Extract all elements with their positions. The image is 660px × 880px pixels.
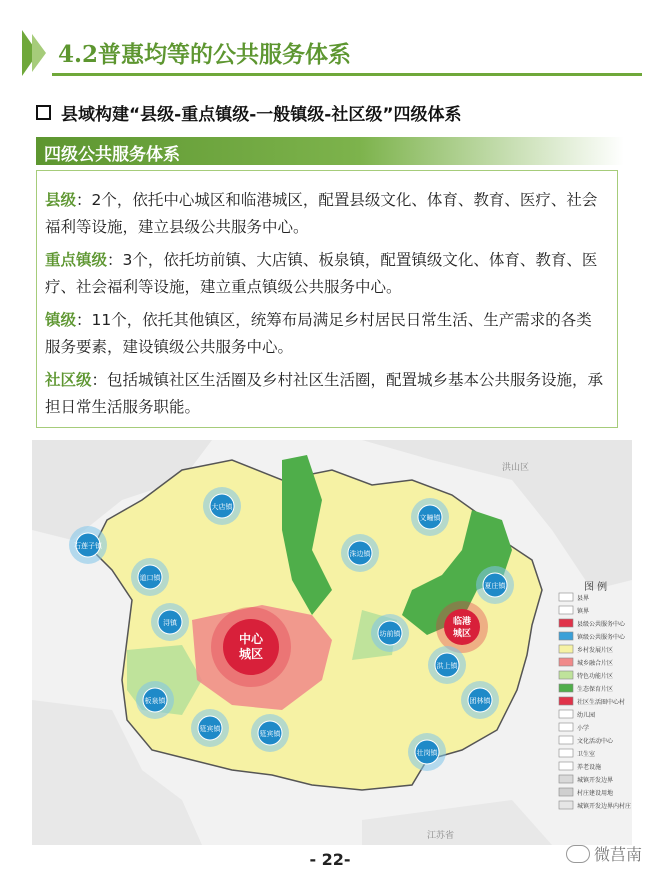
legend-swatch — [559, 632, 573, 640]
level-text: ：包括城镇社区生活圈及乡村社区生活圈，配置城乡基本公共服务设施，承担日常生活服务职能。 — [45, 371, 604, 416]
header-accent-light — [32, 34, 46, 72]
legend-label: 城镇开发边界 — [577, 777, 614, 784]
level-paragraph — [45, 307, 607, 361]
service-map — [32, 440, 632, 845]
legend-swatch — [559, 619, 573, 627]
levels-textbox — [36, 170, 618, 428]
level-text: ：11个，依托其他镇区，统筹布局满足乡村居民日常生活、生产需求的各类服务要素，建设镇级公共服务中心。 — [45, 311, 592, 356]
level-paragraph — [45, 247, 607, 301]
legend-swatch — [559, 671, 573, 679]
port-center-marker — [444, 609, 480, 645]
legend-swatch — [559, 593, 573, 601]
legend-label: 养老设施 — [577, 764, 602, 771]
legend-swatch — [559, 658, 573, 666]
legend-label: 小学 — [577, 725, 590, 732]
town-label: 筵宾镇 — [259, 730, 281, 738]
page-title: 4.2普惠均等的公共服务体系 — [58, 41, 352, 68]
legend-swatch — [559, 736, 573, 744]
banner-text: 四级公共服务体系 — [44, 145, 180, 165]
wechat-icon — [566, 845, 590, 863]
legend-label: 镇界 — [577, 608, 590, 615]
section-header — [22, 30, 642, 76]
legend-label: 城乡融合片区 — [577, 660, 614, 667]
legend-swatch — [559, 749, 573, 757]
legend-label: 城镇开发边界内村庄 — [577, 803, 632, 810]
legend-swatch — [559, 645, 573, 653]
outer-label: 江苏省 — [427, 831, 455, 841]
legend-label: 卫生室 — [577, 751, 596, 758]
legend-label: 镇级公共服务中心 — [577, 634, 626, 641]
town-label: 团林镇 — [469, 697, 491, 705]
watermark-text: 微莒南 — [593, 845, 642, 864]
port-center-label: 临港 — [452, 617, 472, 627]
level-text: ：2个，依托中心城区和临港城区，配置县级文化、体育、教育、医疗、社会福利等设施，建立县级公共服务中心。 — [45, 191, 598, 236]
legend-swatch — [559, 710, 573, 718]
legend-swatch — [559, 606, 573, 614]
subheading-text: 县域构建“县级-重点镇级-一般镇级-社区级”四级体系 — [61, 105, 462, 125]
legend-label: 文化活动中心 — [577, 738, 614, 745]
legend-swatch — [559, 788, 573, 796]
watermark — [566, 842, 642, 865]
legend-swatch — [559, 801, 573, 809]
town-label: 大店镇 — [211, 503, 233, 511]
town-label: 坊前镇 — [379, 630, 401, 638]
legend-label: 社区生活圈中心村 — [577, 699, 626, 706]
legend-swatch — [559, 697, 573, 705]
legend-label: 县界 — [577, 595, 590, 602]
legend-swatch — [559, 775, 573, 783]
town-label: 筵宾镇 — [199, 725, 221, 733]
county-center-label: 中心 — [238, 632, 264, 646]
legend-title: 图 例 — [584, 582, 608, 593]
page-number: - 22- — [309, 850, 351, 869]
town-label: 夏庄镇 — [484, 582, 506, 590]
legend-label: 幼儿园 — [577, 712, 596, 719]
legend-label: 生态保育片区 — [577, 686, 614, 693]
town-label: 道口镇 — [139, 574, 161, 582]
level-label: 县级 — [45, 191, 77, 209]
section-banner — [36, 137, 624, 165]
legend-swatch — [559, 684, 573, 692]
town-label: 洙边镇 — [349, 550, 371, 558]
legend-swatch — [559, 762, 573, 770]
town-label: 洪上镇 — [436, 662, 458, 670]
level-text: ：3个，依托坊前镇、大店镇、板泉镇，配置镇级文化、体育、教育、医疗、社会福利等设施，建立重点镇级公共服务中心。 — [45, 251, 598, 296]
level-paragraph — [45, 367, 607, 421]
level-paragraph — [45, 187, 607, 241]
level-label: 重点镇级 — [45, 251, 108, 269]
town-label: 浔镇 — [163, 619, 177, 627]
level-label: 镇级 — [45, 311, 77, 329]
town-label: 壮岗镇 — [416, 749, 438, 757]
legend-label: 县级公共服务中心 — [577, 621, 626, 628]
outer-label: 洪山区 — [502, 463, 530, 473]
subheading — [36, 100, 462, 125]
town-label: 文疃镇 — [419, 514, 441, 522]
county-center-label: 城区 — [238, 647, 264, 661]
level-label: 社区级 — [45, 371, 92, 389]
port-center-label: 城区 — [452, 629, 472, 639]
town-label: 石莲子镇 — [74, 542, 102, 550]
legend-label: 村庄建设用地 — [577, 790, 614, 797]
legend-label: 特色功能片区 — [577, 673, 614, 680]
legend-swatch — [559, 723, 573, 731]
header-rule — [52, 73, 642, 76]
town-label: 板泉镇 — [144, 697, 166, 705]
legend-label: 乡村发展片区 — [577, 647, 614, 654]
checkbox-bullet-icon — [36, 105, 51, 120]
